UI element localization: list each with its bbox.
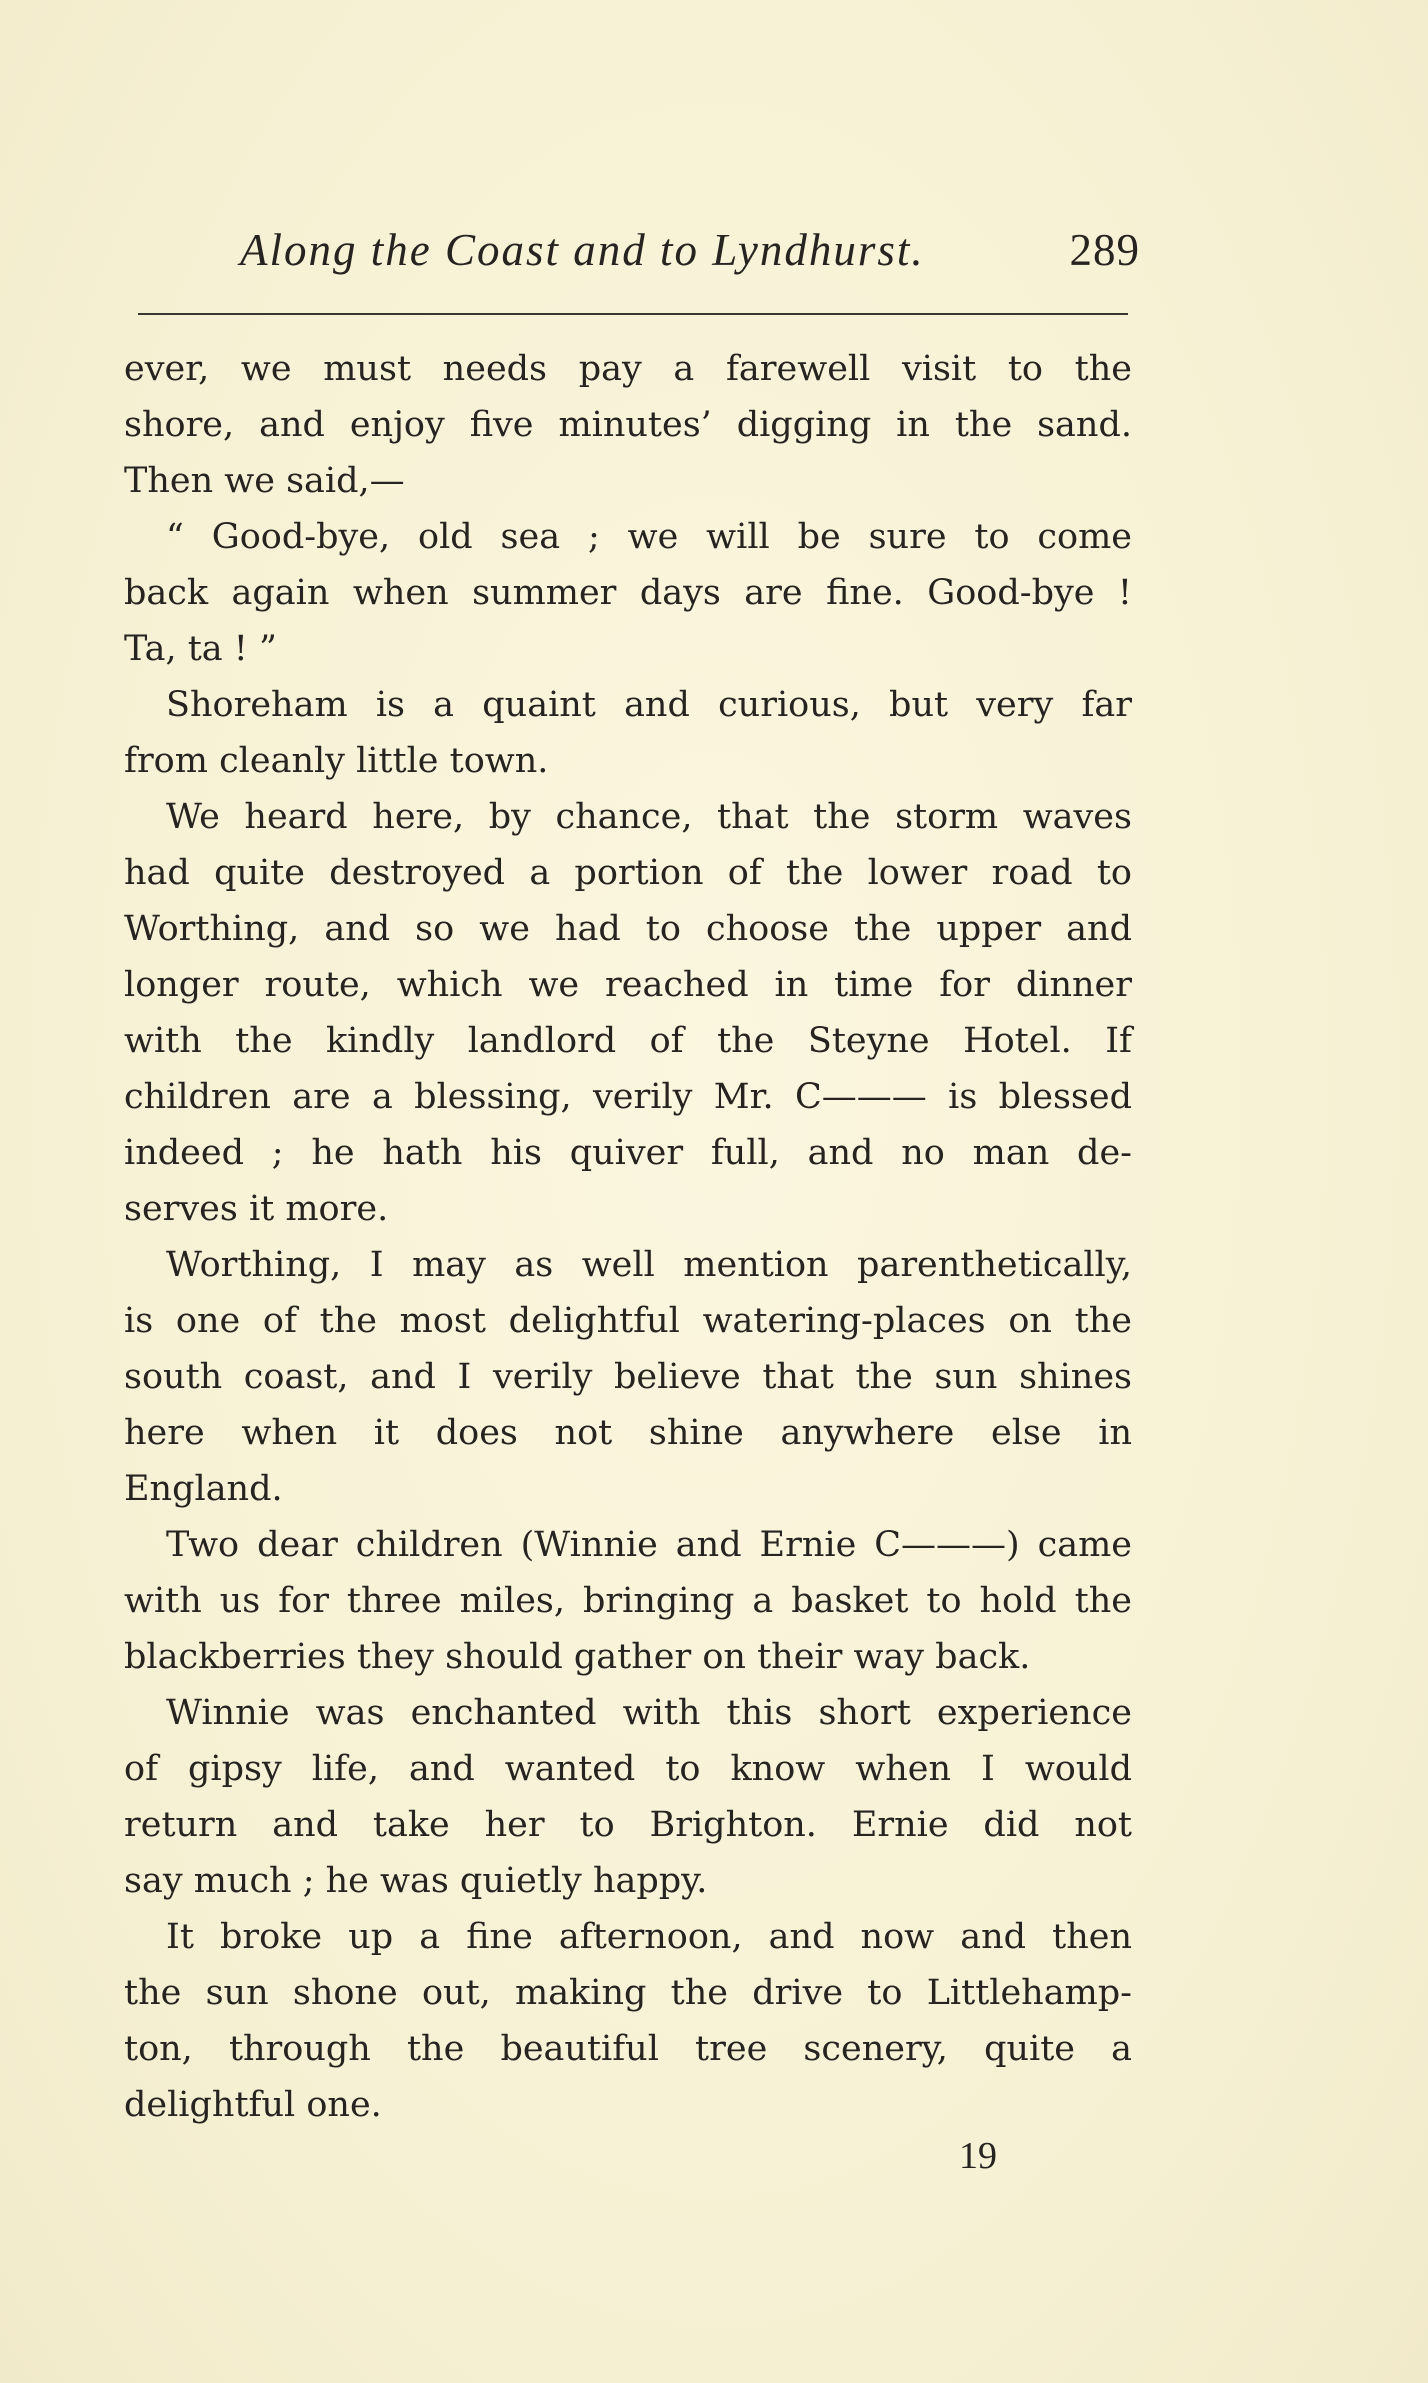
text-line: Worthing, I may as well mention parenthetically,	[166, 1245, 1132, 1285]
text-line: from cleanly little town.	[124, 741, 549, 781]
page-number: 289	[1069, 225, 1140, 275]
text-line: the sun shone out, making the drive to Littlehamp-	[124, 1973, 1132, 2013]
body-text	[124, 341, 1132, 2133]
text-line: Ta, ta ! ”	[124, 629, 277, 669]
text-line: with us for three miles, bringing a basket to hold the	[124, 1581, 1132, 1621]
text-line: ever, we must needs pay a farewell visit to the	[124, 349, 1132, 389]
text-line: had quite destroyed a portion of the lower road to	[124, 853, 1132, 893]
text-line: longer route, which we reached in time for dinner	[124, 965, 1132, 1005]
running-title: Along the Coast and to Lyndhurst.	[240, 225, 925, 275]
text-line: delightful one.	[124, 2085, 382, 2125]
text-line: “ Good-bye, old sea ; we will be sure to come	[166, 517, 1132, 557]
running-head	[240, 224, 1140, 294]
text-line: Two dear children (Winnie and Ernie C———) came	[166, 1525, 1132, 1565]
text-line: return and take her to Brighton. Ernie did not	[124, 1805, 1132, 1845]
text-line: We heard here, by chance, that the storm waves	[166, 797, 1132, 837]
header-rule	[138, 313, 1128, 315]
text-line: indeed ; he hath his quiver full, and no man de-	[124, 1133, 1132, 1173]
text-line: Shoreham is a quaint and curious, but very far	[166, 685, 1132, 725]
signature-mark: 19	[959, 2135, 997, 2177]
text-line: England.	[124, 1469, 283, 1509]
text-line: south coast, and I verily believe that the sun shines	[124, 1357, 1132, 1397]
text-line: with the kindly landlord of the Steyne Hotel. If	[124, 1021, 1132, 1061]
text-line: shore, and enjoy five minutes’ digging in the sand.	[124, 405, 1132, 445]
text-line: serves it more.	[124, 1189, 389, 1229]
text-line: Then we said,—	[124, 461, 405, 501]
text-line: of gipsy life, and wanted to know when I would	[124, 1749, 1132, 1789]
text-line: blackberries they should gather on their way back.	[124, 1637, 1031, 1677]
text-line: here when it does not shine anywhere else in	[124, 1413, 1132, 1453]
text-line: It broke up a fine afternoon, and now and then	[166, 1917, 1132, 1957]
text-line: is one of the most delightful watering-places on the	[124, 1301, 1132, 1341]
text-line: say much ; he was quietly happy.	[124, 1861, 708, 1901]
text-line: Winnie was enchanted with this short experience	[166, 1693, 1132, 1733]
text-line: Worthing, and so we had to choose the upper and	[124, 909, 1132, 949]
text-line: children are a blessing, verily Mr. C——— is blessed	[124, 1077, 1132, 1117]
text-line: back again when summer days are fine. Good-bye !	[124, 573, 1132, 613]
text-line: ton, through the beautiful tree scenery, quite a	[124, 2029, 1132, 2069]
